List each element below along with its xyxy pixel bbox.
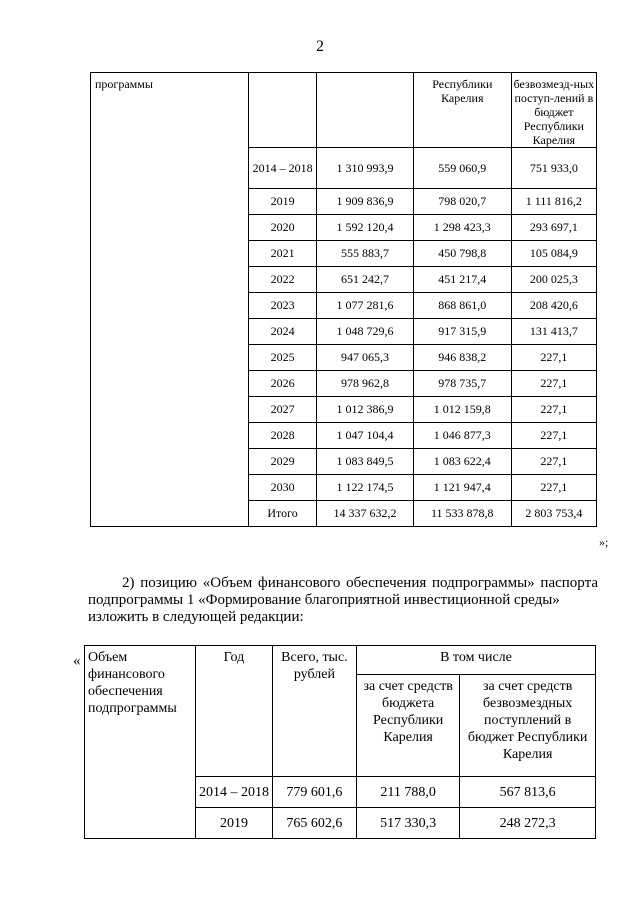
header-cell-budget: Республики Карелия: [413, 73, 511, 148]
total-cell: 1 047 104,4: [317, 423, 414, 449]
year-cell: 2019: [196, 808, 273, 839]
budget-cell: 946 838,2: [413, 345, 511, 371]
budget-cell: 868 861,0: [413, 293, 511, 319]
free-receipts-cell: 751 933,0: [511, 148, 596, 189]
budget-cell: 559 060,9: [413, 148, 511, 189]
free-receipts-cell: 227,1: [511, 345, 596, 371]
year-cell: 2024: [249, 319, 317, 345]
budget-cell: 11 533 878,8: [413, 501, 511, 527]
header-free-receipts: за счет средств безвозмездных поступлений в бюджет Республики Карелия: [460, 675, 596, 777]
header-cell-empty: [249, 73, 317, 148]
table-header-row: [85, 646, 596, 675]
budget-cell: 517 330,3: [356, 808, 459, 839]
total-cell: 1 083 849,5: [317, 449, 414, 475]
year-cell: 2029: [249, 449, 317, 475]
header-cell-empty: [317, 73, 414, 148]
budget-cell: 1 012 159,8: [413, 397, 511, 423]
opening-quote-mark: «: [73, 653, 81, 669]
free-receipts-cell: 567 813,6: [460, 777, 596, 808]
budget-cell: 451 217,4: [413, 267, 511, 293]
amendment-paragraph: [88, 575, 598, 626]
year-cell: 2028: [249, 423, 317, 449]
total-cell: 765 602,6: [272, 808, 356, 839]
program-label-cell: программы: [91, 73, 249, 527]
free-receipts-cell: 131 413,7: [511, 319, 596, 345]
free-receipts-cell: 105 084,9: [511, 241, 596, 267]
total-cell: 555 883,7: [317, 241, 414, 267]
year-cell: 2014 – 2018: [249, 148, 317, 189]
free-receipts-cell: 227,1: [511, 449, 596, 475]
free-receipts-cell: 1 111 816,2: [511, 189, 596, 215]
total-cell: 1 122 174,5: [317, 475, 414, 501]
free-receipts-cell: 200 025,3: [511, 267, 596, 293]
free-receipts-cell: 227,1: [511, 397, 596, 423]
year-cell: 2014 – 2018: [196, 777, 273, 808]
table-header-row: [91, 73, 597, 148]
total-cell: 1 077 281,6: [317, 293, 414, 319]
total-cell: 1 012 386,9: [317, 397, 414, 423]
budget-cell: 978 735,7: [413, 371, 511, 397]
year-cell: Итого: [249, 501, 317, 527]
year-cell: 2023: [249, 293, 317, 319]
budget-cell: 917 315,9: [413, 319, 511, 345]
total-cell: 779 601,6: [272, 777, 356, 808]
total-cell: 1 909 836,9: [317, 189, 414, 215]
free-receipts-cell: 248 272,3: [460, 808, 596, 839]
year-cell: 2019: [249, 189, 317, 215]
year-cell: 2021: [249, 241, 317, 267]
header-including: В том числе: [356, 646, 595, 675]
closing-quote-mark: »;: [599, 535, 609, 549]
free-receipts-cell: 208 420,6: [511, 293, 596, 319]
total-cell: 978 962,8: [317, 371, 414, 397]
header-year: Год: [196, 646, 273, 777]
year-cell: 2030: [249, 475, 317, 501]
year-cell: 2020: [249, 215, 317, 241]
total-cell: 1 310 993,9: [317, 148, 414, 189]
year-cell: 2026: [249, 371, 317, 397]
total-cell: 947 065,3: [317, 345, 414, 371]
financing-table-new: [84, 645, 596, 839]
budget-cell: 1 083 622,4: [413, 449, 511, 475]
year-cell: 2025: [249, 345, 317, 371]
financing-table-continued: [90, 72, 597, 527]
label-cell: Объем финансового обеспечения подпрограммы: [85, 646, 196, 839]
total-cell: 14 337 632,2: [317, 501, 414, 527]
paragraph-text-last-line: изложить в следующей редакции:: [88, 609, 304, 625]
free-receipts-cell: 293 697,1: [511, 215, 596, 241]
free-receipts-cell: 227,1: [511, 475, 596, 501]
free-receipts-cell: 227,1: [511, 423, 596, 449]
page-number: 2: [316, 38, 324, 55]
header-total: Всего, тыс. рублей: [272, 646, 356, 777]
free-receipts-cell: 2 803 753,4: [511, 501, 596, 527]
budget-cell: 450 798,8: [413, 241, 511, 267]
budget-cell: 1 046 877,3: [413, 423, 511, 449]
free-receipts-cell: 227,1: [511, 371, 596, 397]
budget-cell: 1 121 947,4: [413, 475, 511, 501]
total-cell: 1 048 729,6: [317, 319, 414, 345]
header-cell-free-receipts: безвозмезд-ных поступ-лений в бюджет Республики Карелия: [511, 73, 596, 148]
budget-cell: 798 020,7: [413, 189, 511, 215]
budget-cell: 1 298 423,3: [413, 215, 511, 241]
total-cell: 1 592 120,4: [317, 215, 414, 241]
year-cell: 2027: [249, 397, 317, 423]
paragraph-text: 2) позицию «Объем финансового обеспечения подпрограммы» паспорта подпрограммы 1 «Формирование благоприятной инвестиционной среды»: [88, 575, 598, 608]
budget-cell: 211 788,0: [356, 777, 459, 808]
header-budget: за счет средств бюджета Республики Карелия: [356, 675, 459, 777]
total-cell: 651 242,7: [317, 267, 414, 293]
year-cell: 2022: [249, 267, 317, 293]
